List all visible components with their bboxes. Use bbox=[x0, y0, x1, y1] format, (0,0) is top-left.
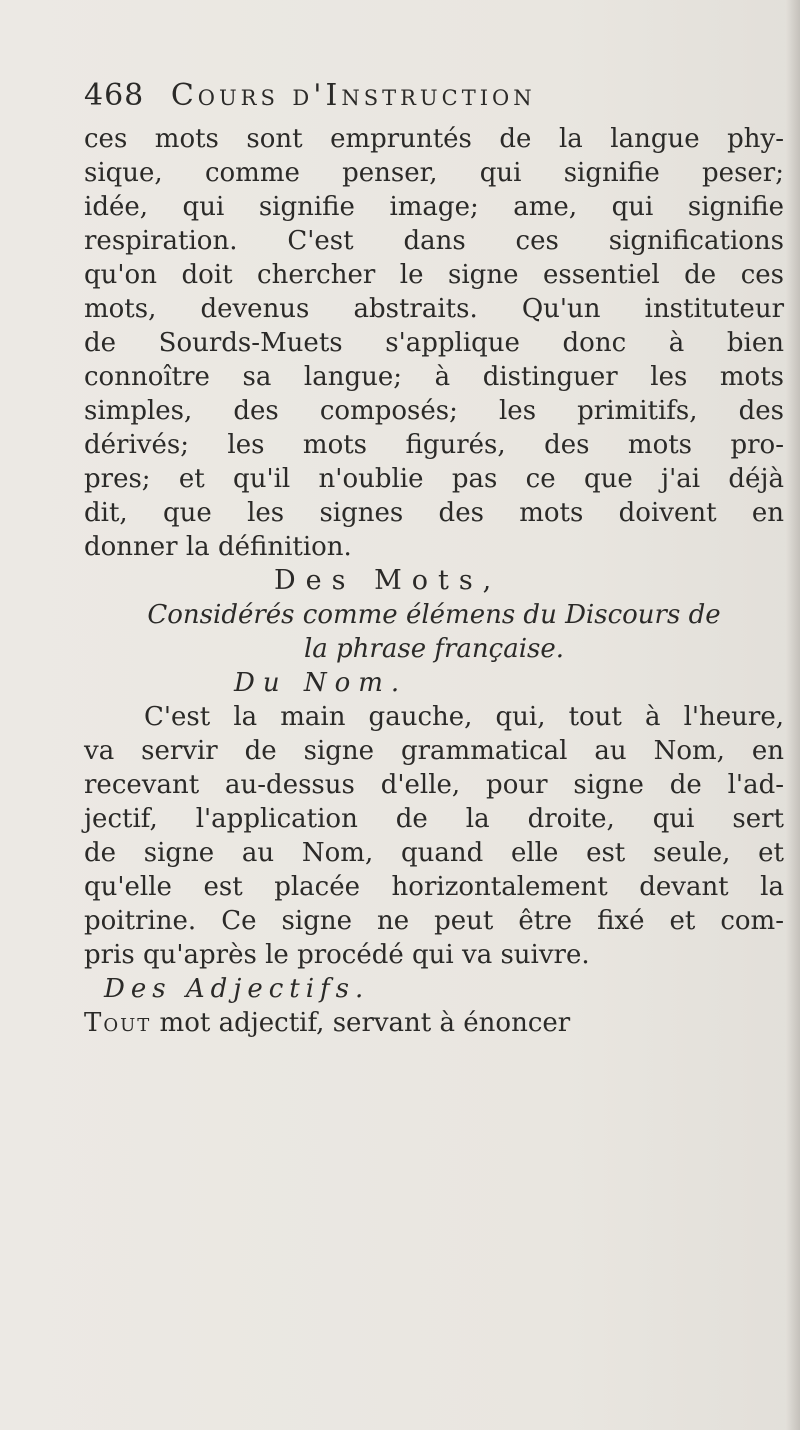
text-line: pres; et qu'il n'oublie pas ce que j'ai déjà bbox=[84, 464, 784, 494]
text-line: ces mots sont empruntés de la langue phy- bbox=[84, 124, 784, 154]
text-line: C'est la main gauche, qui, tout à l'heure, bbox=[144, 702, 784, 732]
page-edge-shadow bbox=[786, 0, 800, 1430]
text-line: dit, que les signes des mots doivent en bbox=[84, 498, 784, 528]
text-line-final bbox=[84, 1006, 784, 1040]
text-line: respiration. C'est dans ces significations bbox=[84, 226, 784, 256]
line-rest: mot adjectif, servant à énoncer bbox=[159, 1008, 571, 1038]
text-line: jectif, l'application de la droite, qui sert bbox=[84, 804, 784, 834]
text-line: sique, comme penser, qui signifie peser; bbox=[84, 158, 784, 188]
page-number: 468 bbox=[84, 78, 145, 113]
text-line: idée, qui signifie image; ame, qui signifie bbox=[84, 192, 784, 222]
text-line: va servir de signe grammatical au Nom, en bbox=[84, 736, 784, 766]
adjectifs-heading: Des Adjectifs. bbox=[104, 974, 370, 1004]
text-line: de signe au Nom, quand elle est seule, et bbox=[84, 838, 784, 868]
text-line: pris qu'après le procédé qui va suivre. bbox=[84, 940, 590, 970]
text-line: qu'on doit chercher le signe essentiel de ces bbox=[84, 260, 784, 290]
text-line: donner la définition. bbox=[84, 532, 352, 562]
subheading: la phrase française. bbox=[303, 634, 565, 664]
running-title: Cours d'Instruction bbox=[170, 78, 536, 113]
text-line: de Sourds-Muets s'applique donc à bien bbox=[84, 328, 784, 358]
text-line: simples, des composés; les primitifs, des bbox=[84, 396, 784, 426]
page-header bbox=[84, 78, 536, 113]
text-line: connoître sa langue; à distinguer les mots bbox=[84, 362, 784, 392]
section-heading: Des Mots, bbox=[274, 565, 502, 596]
first-word: Tout bbox=[84, 1008, 152, 1038]
text-line: poitrine. Ce signe ne peut être fixé et com- bbox=[84, 906, 784, 936]
text-line: mots, devenus abstraits. Qu'un instituteur bbox=[84, 294, 784, 324]
text-block bbox=[84, 122, 784, 1040]
text-line: recevant au-dessus d'elle, pour signe de l'ad- bbox=[84, 770, 784, 800]
text-line: dérivés; les mots figurés, des mots pro- bbox=[84, 430, 784, 460]
text-line: qu'elle est placée horizontalement devant la bbox=[84, 872, 784, 902]
subheading-du-nom: Du Nom. bbox=[234, 668, 408, 698]
subheading: Considérés comme élémens du Discours de bbox=[147, 600, 721, 630]
